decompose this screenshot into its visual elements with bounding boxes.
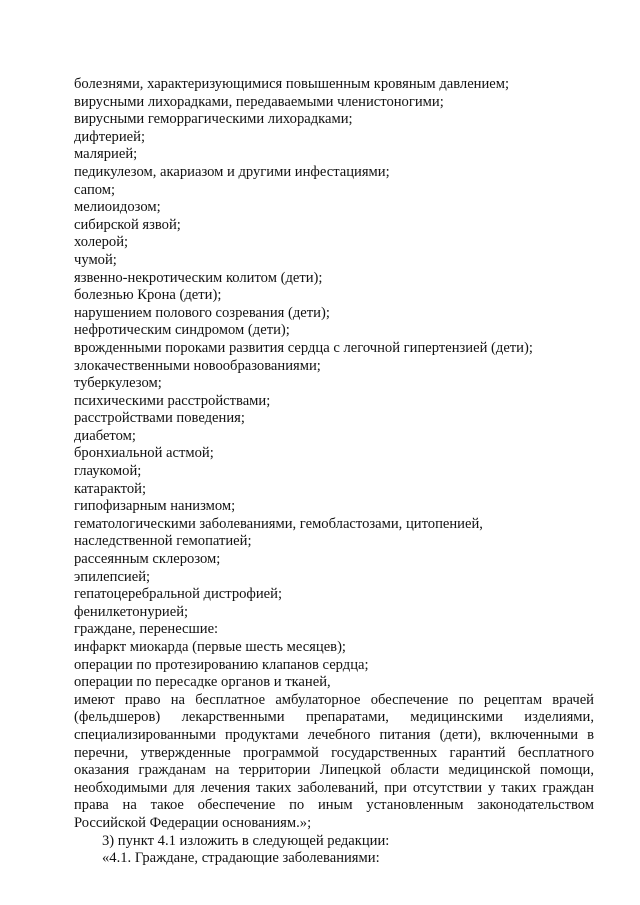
list-item: чумой;	[74, 251, 117, 268]
list-item: рассеянным склерозом;	[74, 551, 221, 568]
list-item: диабетом;	[74, 427, 136, 444]
clause-4-1-heading: «4.1. Граждане, страдающие заболеваниями:	[102, 850, 380, 867]
list-item: катарактой;	[74, 480, 147, 497]
list-item: дифтерией;	[74, 128, 145, 145]
list-item: язвенно-некротическим колитом (дети);	[74, 269, 323, 286]
disease-list	[74, 76, 594, 692]
list-item: фенилкетонурией;	[74, 603, 189, 620]
list-item: операции по пересадке органов и тканей,	[74, 674, 331, 691]
list-item: нефротическим синдромом (дети);	[74, 322, 290, 339]
list-item: болезнями, характеризующимися повышенным кровяным давлением;	[74, 76, 510, 92]
list-item: педикулезом, акариазом и другими инфестациями;	[74, 163, 390, 180]
list-item: операции по протезированию клапанов сердца;	[74, 656, 369, 673]
list-item: злокачественными новообразованиями;	[74, 357, 321, 374]
list-item: психическими расстройствами;	[74, 392, 271, 409]
list-item: врожденными пороками развития сердца с легочной гипертензией (дети);	[74, 339, 533, 356]
list-item: нарушением полового созревания (дети);	[74, 304, 330, 321]
list-item: мелиоидозом;	[74, 199, 161, 216]
list-item: инфаркт миокарда (первые шесть месяцев);	[74, 639, 346, 655]
list-item: сапом;	[74, 181, 116, 198]
list-item: глаукомой;	[74, 463, 142, 480]
document-body	[74, 76, 594, 868]
amendment-item-3: 3) пункт 4.1 изложить в следующей редакции:	[102, 832, 390, 849]
list-item: сибирской язвой;	[74, 216, 181, 233]
list-item: вирусными геморрагическими лихорадками;	[74, 111, 353, 128]
list-item: наследственной гемопатией;	[74, 533, 252, 550]
closing-paragraph: имеют право на бесплатное амбулаторное обеспечение по рецептам врачей (фельдшеров) лекарственными препаратами, медицинскими изделиями, специализированными продуктами лечебного питания (дети), включенными в перечни, утвержденные программой государственных гарантий бесплатного оказания гражданам на территории Липецкой области медицинской помощи, необходимыми для лечения таких заболеваний, при отсутствии у таких граждан права на такое обеспечение по иным установленным законодательством Российской Федерации основаниям.»;	[74, 691, 594, 831]
list-item: малярией;	[74, 146, 138, 163]
list-item: гематологическими заболеваниями, гемобластозами, цитопенией,	[74, 515, 483, 532]
list-item: вирусными лихорадками, передаваемыми членистоногими;	[74, 93, 444, 110]
list-item: гипофизарным нанизмом;	[74, 498, 236, 515]
list-item: расстройствами поведения;	[74, 410, 245, 427]
list-item: бронхиальной астмой;	[74, 445, 214, 462]
list-item: туберкулезом;	[74, 375, 162, 392]
list-item: эпилепсией;	[74, 568, 151, 585]
list-item: болезнью Крона (дети);	[74, 287, 222, 304]
list-item: гепатоцеребральной дистрофией;	[74, 586, 283, 603]
list-item: холерой;	[74, 234, 129, 251]
list-item: граждане, перенесшие:	[74, 621, 219, 638]
